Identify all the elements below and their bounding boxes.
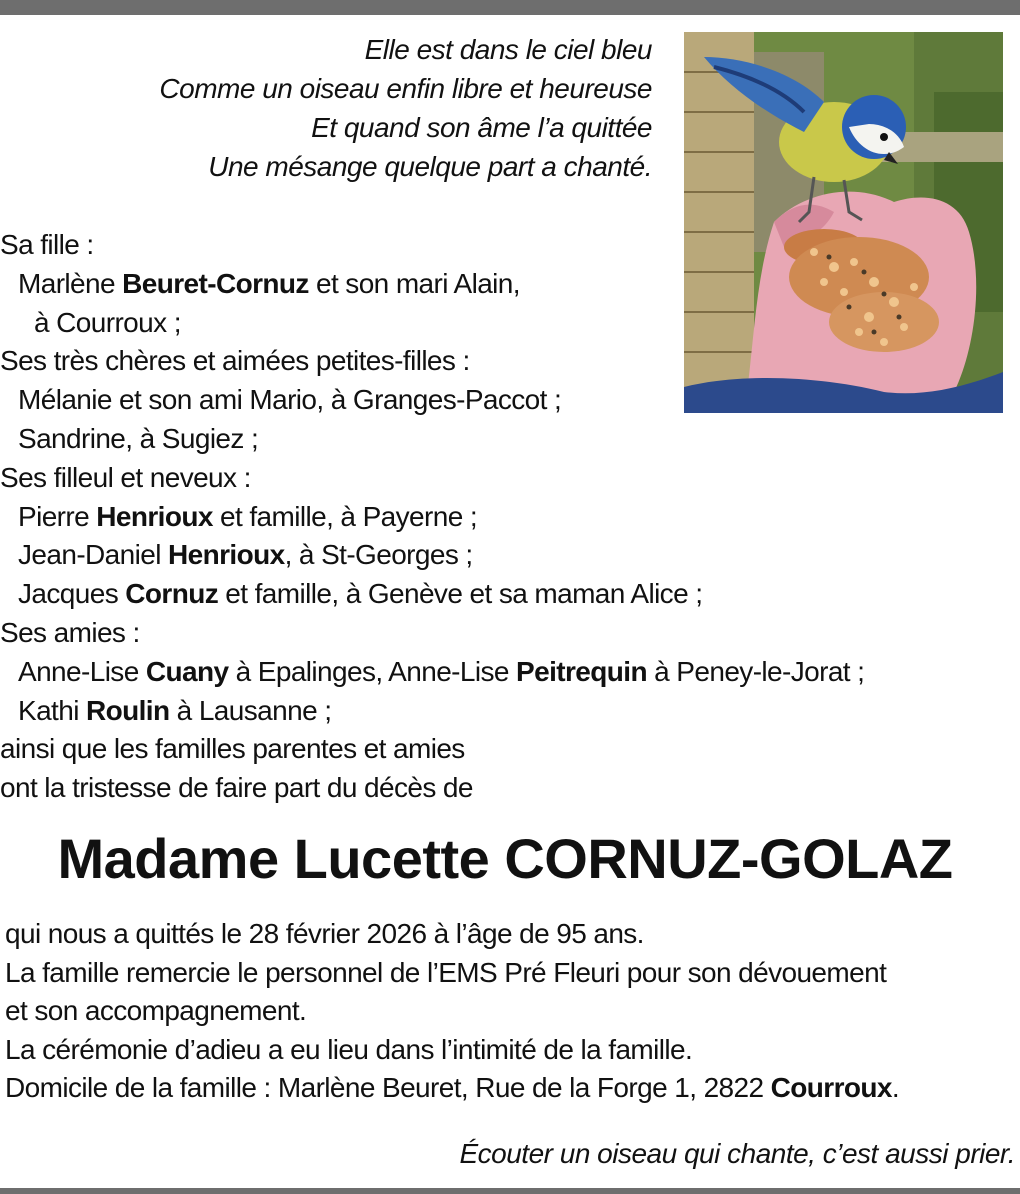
granddaughter-entry: Mélanie et son ami Mario, à Granges-Paccot ;	[18, 384, 562, 416]
daughter-entry	[0, 265, 1010, 304]
first-name: Jacques	[18, 578, 126, 610]
bottom-rule	[0, 1188, 1020, 1194]
nephew-entry	[0, 575, 1010, 614]
top-rule	[0, 0, 1020, 15]
friends-heading: Ses amies :	[0, 616, 140, 648]
friend-entry	[0, 653, 1010, 692]
entry-detail: , à St-Georges ;	[284, 539, 473, 571]
nephew-entry	[0, 498, 1010, 537]
surname: Peitrequin	[516, 655, 647, 687]
daughter-place: à Courroux ;	[34, 306, 181, 338]
domicile-line	[5, 1069, 1010, 1108]
deceased-name: Madame Lucette CORNUZ-GOLAZ	[57, 827, 953, 890]
surname: Beuret-Cornuz	[122, 267, 309, 299]
body-line: La famille remercie le personnel de l’EMS Pré Fleuri pour son dévouement	[5, 956, 887, 988]
poem-line: Elle est dans le ciel bleu	[364, 34, 652, 65]
announcement-body	[5, 915, 1010, 1108]
domicile-punctuation: .	[891, 1072, 900, 1104]
first-name: Pierre	[18, 500, 97, 532]
poem-line: Comme un oiseau enfin libre et heureuse	[159, 73, 652, 104]
poem-line: Et quand son âme l’a quittée	[311, 112, 652, 143]
entry-detail: et famille, à Payerne ;	[212, 500, 478, 532]
domicile-address: Domicile de la famille : Marlène Beuret, Rue de la Forge 1, 2822	[5, 1072, 771, 1104]
poem-line: Une mésange quelque part a chanté.	[208, 151, 652, 182]
first-name: Marlène	[18, 267, 123, 299]
nephews-heading: Ses filleul et neveux :	[0, 461, 251, 493]
body-line: qui nous a quittés le 28 février 2026 à l’âge de 95 ans.	[5, 918, 644, 949]
poem	[100, 30, 652, 186]
surname: Cuany	[145, 655, 229, 687]
surname: Cornuz	[125, 578, 219, 610]
entry-detail: à Epalinges, Anne-Lise	[228, 655, 517, 687]
first-name: Kathi	[18, 694, 86, 726]
nephew-entry	[0, 536, 1010, 575]
closing-motto: Écouter un oiseau qui chante, c’est aussi prier.	[459, 1138, 1015, 1169]
first-name: Anne-Lise	[18, 655, 146, 687]
granddaughters-heading: Ses très chères et aimées petites-filles :	[0, 345, 470, 377]
friend-entry	[0, 692, 1010, 731]
body-line: La cérémonie d’adieu a eu lieu dans l’intimité de la famille.	[5, 1033, 693, 1065]
domicile-town: Courroux	[770, 1072, 892, 1104]
first-name: Jean-Daniel	[18, 539, 168, 571]
entry-detail: à Lausanne ;	[169, 694, 332, 726]
granddaughter-entry: Sandrine, à Sugiez ;	[18, 422, 259, 454]
surname: Roulin	[86, 694, 170, 726]
family-list	[0, 226, 1010, 808]
body-line: et son accompagnement.	[5, 995, 307, 1027]
surname: Henrioux	[168, 539, 285, 571]
entry-detail: à Peney-le-Jorat ;	[646, 655, 865, 687]
entry-detail: et famille, à Genève et sa maman Alice ;	[218, 578, 703, 610]
closing-line: ont la tristesse de faire part du décès de	[0, 772, 473, 804]
entry-detail: et son mari Alain,	[308, 267, 520, 299]
daughter-heading: Sa fille :	[0, 229, 94, 260]
surname: Henrioux	[96, 500, 213, 532]
closing-line: ainsi que les familles parentes et amies	[0, 733, 465, 765]
